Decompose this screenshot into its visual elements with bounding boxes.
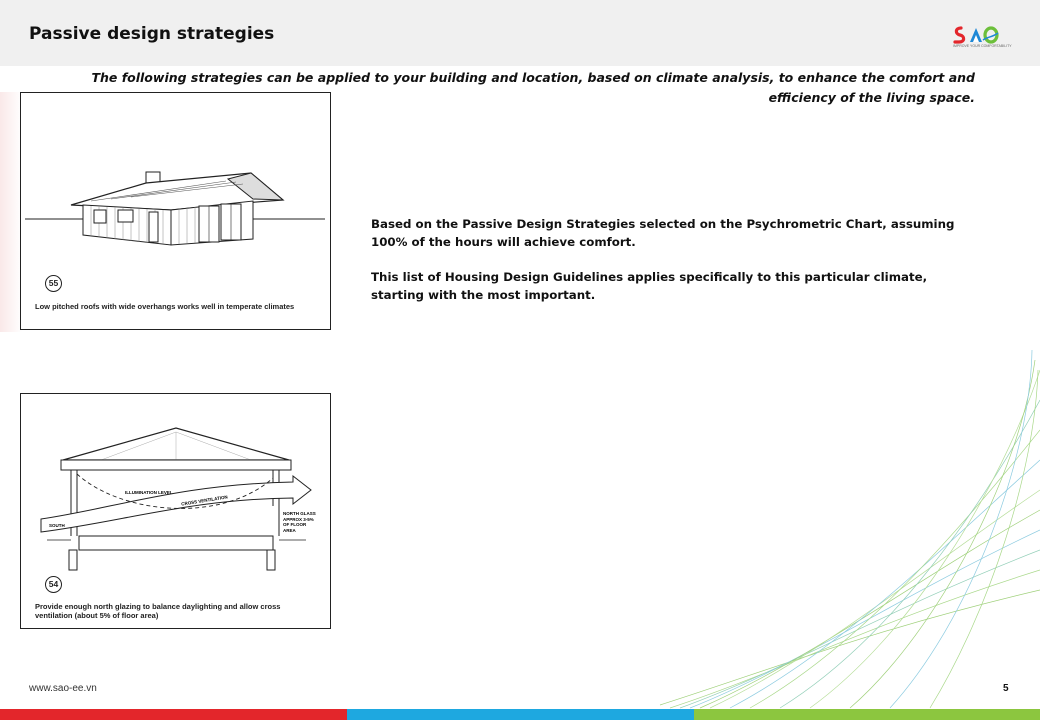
figure-caption: Provide enough north glazing to balance daylighting and allow cross ventilation (about 5% of floor area) bbox=[35, 602, 281, 620]
label-north-glass-line1: NORTH GLASS bbox=[283, 511, 316, 516]
figure-low-pitched-roof bbox=[20, 92, 331, 330]
figure-caption: Low pitched roofs with wide overhangs works well in temperate climates bbox=[35, 302, 295, 311]
page-number: 5 bbox=[1003, 683, 1009, 694]
decorative-glow bbox=[0, 92, 22, 332]
logo-tagline: IMPROVE YOUR COMFORTABILITY bbox=[953, 44, 1012, 48]
footer-url[interactable]: www.sao-ee.vn bbox=[29, 683, 97, 694]
label-north-glass-line3: OF FLOOR bbox=[283, 522, 307, 527]
page-title: Passive design strategies bbox=[29, 24, 275, 44]
footer-bar-blue bbox=[347, 709, 694, 720]
label-cross-ventilation: CROSS VENTILATION bbox=[180, 494, 229, 507]
intro-subtitle: The following strategies can be applied to your building and location, based on climate analysis, to enhance the comfort and efficiency of the living space. bbox=[91, 70, 975, 105]
label-north-glass-line4: AREA bbox=[283, 527, 296, 533]
decorative-waves bbox=[650, 350, 1040, 710]
house-illustration bbox=[21, 93, 330, 329]
body-paragraph-2: This list of Housing Design Guidelines applies specifically to this particular climate, starting with the most important. bbox=[371, 270, 928, 302]
label-north-glass-line2: APPROX 3-5% bbox=[283, 516, 314, 522]
label-south: SOUTH bbox=[49, 523, 65, 528]
figure-cross-ventilation bbox=[20, 393, 331, 629]
footer-bar-green bbox=[694, 709, 1040, 720]
body-paragraph-1: Based on the Passive Design Strategies selected on the Psychrometric Chart, assuming 100% of the hours will achieve comfort. bbox=[371, 217, 955, 249]
sao-logo[interactable] bbox=[953, 24, 1015, 52]
figure-number-55: 55 bbox=[45, 275, 62, 292]
footer-bar-red bbox=[0, 709, 347, 720]
figure-number-54: 54 bbox=[45, 576, 62, 593]
label-north-glass bbox=[283, 511, 316, 533]
label-illumination: ILLUMINATION LEVEL bbox=[125, 490, 173, 495]
